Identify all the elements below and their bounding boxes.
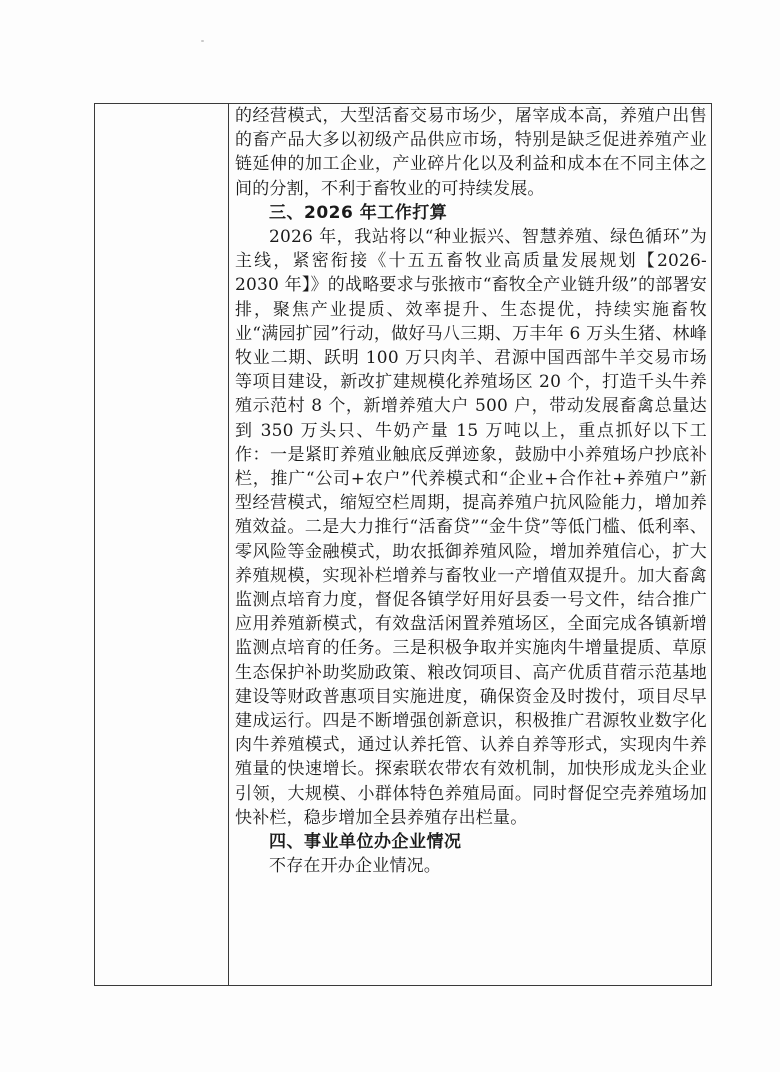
table-content-cell — [235, 104, 707, 879]
section4-body-paragraph: 不存在开办企业情况。 — [269, 856, 441, 877]
section4-heading: 四、事业单位办企业情况 — [269, 832, 462, 853]
section3-heading: 三、2026 年工作打算 — [269, 202, 448, 223]
section2-tail-paragraph: 的经营模式，大型活畜交易市场少，屠宰成本高，养殖户出售的畜产品大多以初级产品供应市场，特别是缺乏促进养殖产业链延伸的加工企业，产业碎片化以及利益和成本在不同主体之间的分割，不利于畜牧业的可持续发展。 — [235, 106, 707, 199]
section3-body-paragraph: 2026 年，我站将以“种业振兴、智慧养殖、绿色循环”为主线，紧密衔接《十五五畜牧业高质量发展规划【2026-2030 年】》的战略要求与张掖市“畜牧全产业链升级”的部署安排，聚焦产业提质、效率提升、生态提优，持续实施畜牧业“满园扩园”行动，做好马八三期、万丰年 6 万头生猪、林峰牧业二期、跃明 100 万只肉羊、君源中国西部牛羊交易市场等项目建设，新改扩建规模化养殖场区 20 个，打造千头牛养殖示范村 8 个，新增养殖大户 500 户，带动发展畜禽总量达到 350 万头只、牛奶产量 15 万吨以上，重点抓好以下工作：一是紧盯养殖业触底反弹迹象，鼓励中小养殖场户抄底补栏，推广“公司+农户”代养模式和“企业+合作社+养殖户”新型经营模式，缩短空栏周期，提高养殖户抗风险能力，增加养殖效益。二是大力推行“活畜贷”“金牛贷”等低门槛、低利率、零风险等金融模式，助农抵御养殖风险，增加养殖信心，扩大养殖规模，实现补栏增养与畜牧业一产增值双提升。加大畜禽监测点培育力度，督促各镇学好用好县委一号文件，结合推广应用养殖新模式，有效盘活闲置养殖场区，全面完成各镇新增监测点培育的任务。三是积极争取并实施肉牛增量提质、草原生态保护补助奖励政策、粮改饲项目、高产优质苜蓿示范基地建设等财政普惠项目实施进度，确保资金及时拨付，项目尽早建成运行。四是不断增强创新意识，积极推广君源牧业数字化肉牛养殖模式，通过认养托管、认养自养等形式，实现肉牛养殖量的快速增长。探索联农带农有效机制，加快形成龙头企业引领，大规模、小群体特色养殖局面。同时督促空壳养殖场加快补栏，稳步增加全县养殖存出栏量。 — [235, 227, 707, 828]
table-column-divider — [228, 103, 229, 986]
scan-speck — [201, 40, 204, 42]
